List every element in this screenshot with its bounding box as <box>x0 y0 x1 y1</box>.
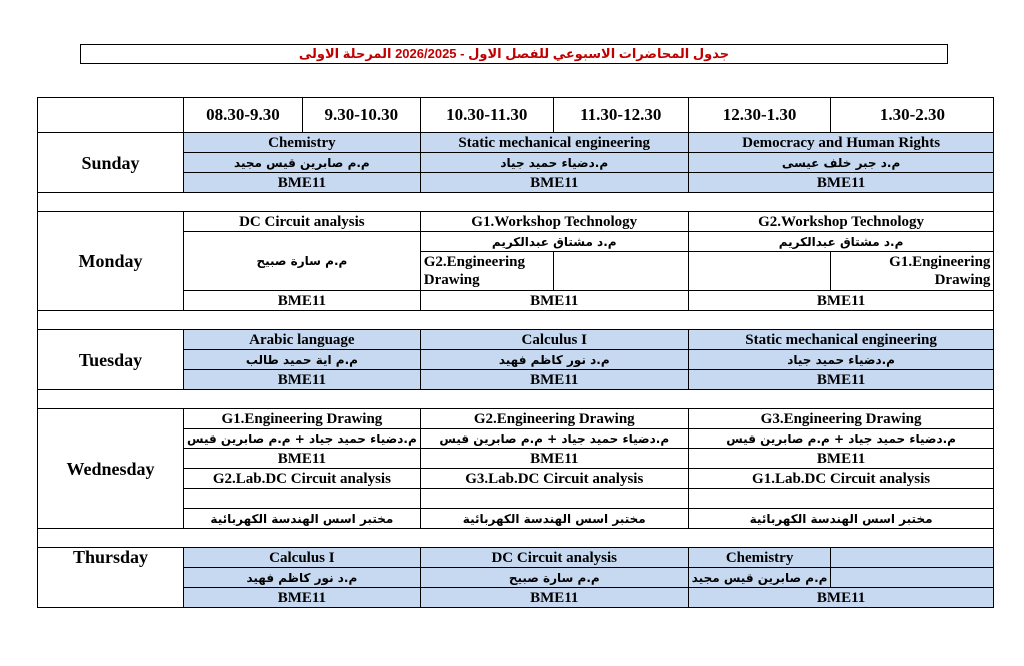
course-room: BME11 <box>688 370 994 390</box>
monday-row-subject <box>38 212 994 232</box>
sunday-row-subject <box>38 133 994 153</box>
course-room: BME11 <box>688 588 994 608</box>
empty-cell <box>831 548 994 568</box>
tuesday-row-subject <box>38 330 994 350</box>
course-room: BME11 <box>420 173 688 193</box>
group-subject: G1.Engineering Drawing <box>831 252 994 291</box>
lab-subject: G2.Lab.DC Circuit analysis <box>184 469 421 489</box>
course-teacher: م.د مشتاق عبدالكريم <box>688 232 994 252</box>
course-subject: Democracy and Human Rights <box>688 133 994 153</box>
course-teacher: م.م صابرين قيس مجيد <box>688 568 831 588</box>
course-room: BME11 <box>184 291 421 311</box>
time-slot-2: 9.30-10.30 <box>302 98 420 133</box>
empty-cell <box>831 568 994 588</box>
course-room: BME11 <box>420 449 688 469</box>
course-room: BME11 <box>688 291 994 311</box>
schedule-title: جدول المحاضرات الاسبوعي للفصل الاول - 2026/2025 المرحلة الاولى <box>80 44 948 64</box>
course-subject: G1.Engineering Drawing <box>184 409 421 429</box>
course-subject: Calculus I <box>184 548 421 568</box>
course-teacher: م.دضياء حميد جياد <box>688 350 994 370</box>
course-room: BME11 <box>420 291 688 311</box>
course-room: BME11 <box>420 588 688 608</box>
lab-room: مختبر اسس الهندسة الكهربائية <box>184 509 421 529</box>
course-teacher: م.دضياء حميد جياد + م.م صابرين قيس <box>420 429 688 449</box>
day-label: Tuesday <box>38 330 184 390</box>
course-teacher: م.دضياء حميد جياد <box>420 153 688 173</box>
empty-cell <box>420 489 688 509</box>
separator-cell <box>38 390 994 409</box>
corner-cell <box>38 98 184 133</box>
course-room: BME11 <box>184 588 421 608</box>
course-subject: DC Circuit analysis <box>420 548 688 568</box>
time-slot-1: 08.30-9.30 <box>184 98 303 133</box>
time-slot-5: 12.30-1.30 <box>688 98 831 133</box>
day-label: Sunday <box>38 133 184 193</box>
course-teacher: م.م سارة صبيح <box>184 232 421 291</box>
empty-cell <box>553 252 688 291</box>
separator-cell <box>38 529 994 548</box>
course-room: BME11 <box>688 173 994 193</box>
course-subject: DC Circuit analysis <box>184 212 421 232</box>
group-subject: G2.Engineering Drawing <box>420 252 553 291</box>
day-label: Monday <box>38 212 184 311</box>
course-subject: Chemistry <box>688 548 831 568</box>
thursday-row-subject <box>38 548 994 568</box>
course-teacher: م.دضياء حميد جياد + م.م صابرين قيس <box>688 429 994 449</box>
course-room: BME11 <box>184 173 421 193</box>
empty-cell <box>688 252 831 291</box>
course-teacher: م.م اية حميد طالب <box>184 350 421 370</box>
course-subject: Chemistry <box>184 133 421 153</box>
time-slot-3: 10.30-11.30 <box>420 98 553 133</box>
lab-subject: G3.Lab.DC Circuit analysis <box>420 469 688 489</box>
course-subject: Static mechanical engineering <box>420 133 688 153</box>
header-row <box>38 98 994 133</box>
separator-row <box>38 529 994 548</box>
separator-row <box>38 311 994 330</box>
empty-cell <box>688 489 994 509</box>
course-room: BME11 <box>184 449 421 469</box>
course-subject: Arabic language <box>184 330 421 350</box>
separator-row <box>38 390 994 409</box>
schedule-table <box>37 97 994 608</box>
course-teacher: م.م سارة صبيح <box>420 568 688 588</box>
course-teacher: م.دضياء حميد جياد + م.م صابرين قيس <box>184 429 421 449</box>
time-slot-6: 1.30-2.30 <box>831 98 994 133</box>
course-subject: G2.Engineering Drawing <box>420 409 688 429</box>
course-room: BME11 <box>688 449 994 469</box>
separator-cell <box>38 193 994 212</box>
time-slot-4: 11.30-12.30 <box>553 98 688 133</box>
day-label: Thursday <box>38 548 184 608</box>
lab-room: مختبر اسس الهندسة الكهربائية <box>420 509 688 529</box>
course-subject: G1.Workshop Technology <box>420 212 688 232</box>
course-subject: Calculus I <box>420 330 688 350</box>
day-label: Wednesday <box>38 409 184 529</box>
course-subject: Static mechanical engineering <box>688 330 994 350</box>
course-teacher: م.د مشتاق عبدالكريم <box>420 232 688 252</box>
wednesday-row-subject <box>38 409 994 429</box>
course-room: BME11 <box>420 370 688 390</box>
course-teacher: م.د نور كاظم فهيد <box>184 568 421 588</box>
course-teacher: م.د جبر خلف عيسى <box>688 153 994 173</box>
course-subject: G3.Engineering Drawing <box>688 409 994 429</box>
course-teacher: م.م صابرين قيس مجيد <box>184 153 421 173</box>
lab-subject: G1.Lab.DC Circuit analysis <box>688 469 994 489</box>
lab-room: مختبر اسس الهندسة الكهربائية <box>688 509 994 529</box>
separator-cell <box>38 311 994 330</box>
separator-row <box>38 193 994 212</box>
course-subject: G2.Workshop Technology <box>688 212 994 232</box>
course-room: BME11 <box>184 370 421 390</box>
course-teacher: م.د نور كاظم فهيد <box>420 350 688 370</box>
empty-cell <box>184 489 421 509</box>
